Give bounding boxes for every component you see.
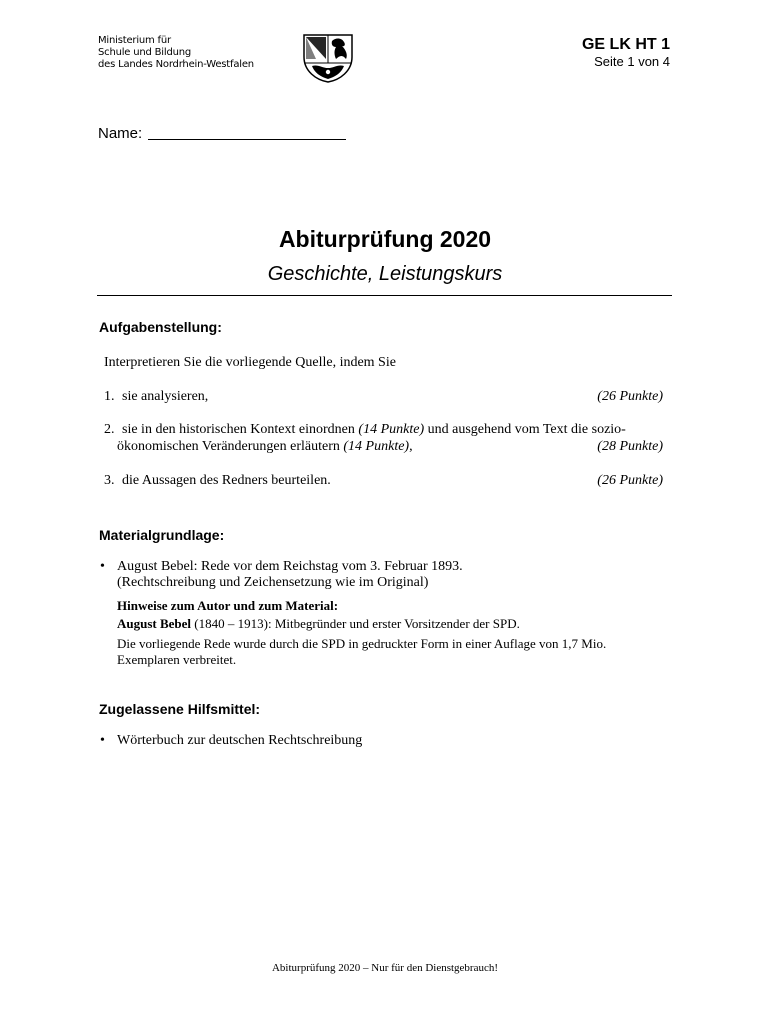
task-item-2-line-1-a: sie in den historischen Kontext einordnen xyxy=(122,422,359,437)
material-notes-heading: Hinweise zum Autor und zum Material: xyxy=(117,598,339,613)
material-author-details: (1840 – 1913): Mitbegründer und erster Vorsitzender der SPD. xyxy=(191,616,520,631)
task-item-1-number: 1. xyxy=(104,389,115,404)
title-divider xyxy=(97,295,672,296)
task-item-2-points: (28 Punkte) xyxy=(597,439,663,454)
name-label: Name: xyxy=(98,125,147,142)
material-source-line-1: August Bebel: Rede vor dem Reichstag vom 3. Februar 1893. xyxy=(117,559,463,574)
task-item-2-line-2 xyxy=(117,439,413,455)
page-footer: Abiturprüfung 2020 – Nur für den Dienstgebrauch! xyxy=(271,962,499,974)
material-heading: Materialgrundlage: xyxy=(99,527,225,543)
aids-item: Wörterbuch zur deutschen Rechtschreibung xyxy=(117,733,363,748)
material-bullet: • xyxy=(100,559,105,574)
task-item-2-line-1 xyxy=(122,422,626,438)
exam-code: GE LK HT 1 xyxy=(581,36,670,53)
ministry-line-3: des Landes Nordrhein-Westfalen xyxy=(98,59,254,70)
page-title: Abiturprüfung 2020 xyxy=(278,226,492,252)
task-item-2-line-2-a: ökonomischen Veränderungen erläutern xyxy=(117,439,344,454)
material-author-name: August Bebel xyxy=(117,616,192,631)
name-field xyxy=(98,124,346,142)
task-item-2-subpoints-b: (14 Punkte) xyxy=(343,439,410,454)
task-item-2-line-1-c: und ausgehend vom Text die sozio- xyxy=(424,422,626,437)
material-note-line-1: Die vorliegende Rede wurde durch die SPD in gedruckter Form in einer Auflage von 1,7 Mio. xyxy=(117,636,607,651)
name-blank-line xyxy=(148,124,346,140)
task-item-2-number: 2. xyxy=(104,422,115,437)
task-intro: Interpretieren Sie die vorliegende Quelle, indem Sie xyxy=(104,355,396,370)
task-item-2-subpoints-a: (14 Punkte) xyxy=(358,422,425,437)
aids-bullet: • xyxy=(100,733,105,748)
page-subtitle: Geschichte, Leistungskurs xyxy=(267,263,503,285)
task-item-3-number: 3. xyxy=(104,473,115,488)
task-item-1-points: (26 Punkte) xyxy=(597,389,663,404)
ministry-line-1: Ministerium für xyxy=(98,35,171,46)
ministry-name xyxy=(98,35,254,71)
nrw-coat-of-arms-icon xyxy=(302,33,354,83)
task-item-2-line-2-c: , xyxy=(409,439,413,454)
material-author-note xyxy=(117,616,520,632)
ministry-line-2: Schule und Bildung xyxy=(98,47,192,58)
material-note-line-2: Exemplaren verbreitet. xyxy=(117,652,237,667)
task-item-3-text: die Aussagen des Redners beurteilen. xyxy=(122,473,331,488)
aids-heading: Zugelassene Hilfsmittel: xyxy=(99,701,261,717)
task-heading: Aufgabenstellung: xyxy=(99,319,222,335)
material-source-line-2: (Rechtschreibung und Zeichensetzung wie im Original) xyxy=(117,575,429,590)
page-indicator: Seite 1 von 4 xyxy=(594,54,670,69)
task-item-3-points: (26 Punkte) xyxy=(597,473,663,488)
task-item-1-text: sie analysieren, xyxy=(122,389,209,404)
